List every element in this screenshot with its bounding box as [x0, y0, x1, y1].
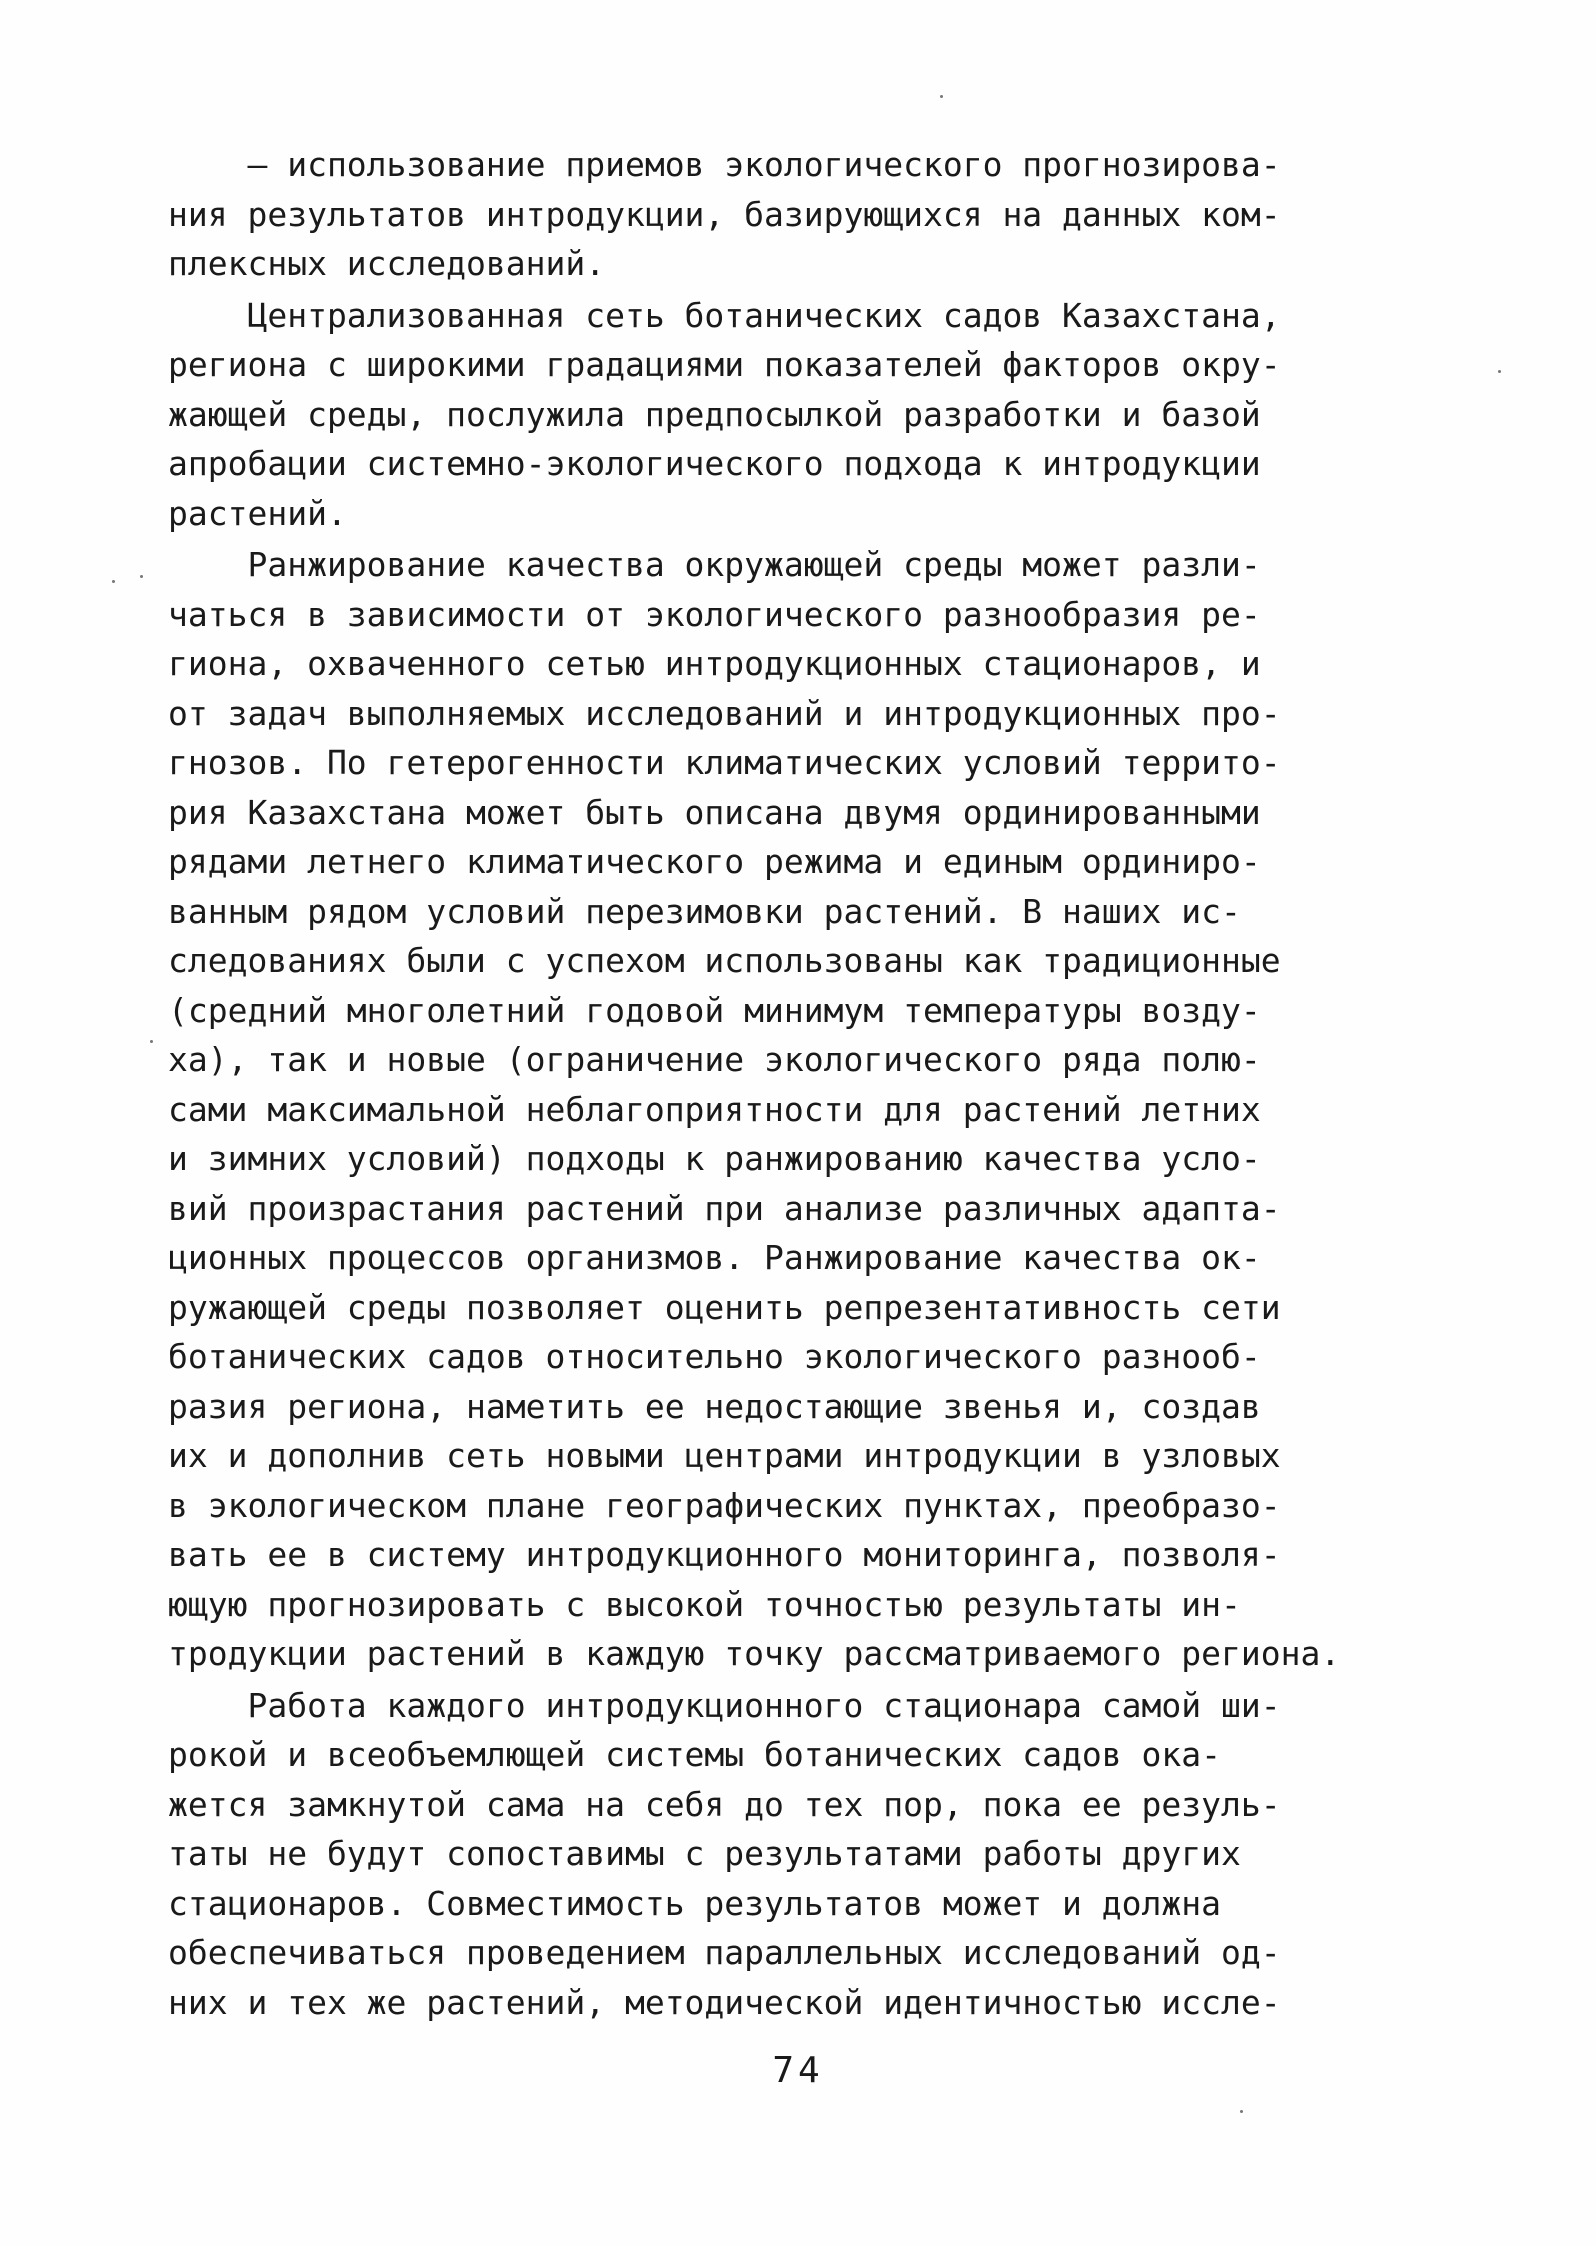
text-line: их и дополнив сеть новыми центрами интродукции в узловых	[168, 1436, 1281, 1475]
text-line: ванным рядом условий перезимовки растений. В наших ис-	[168, 891, 1241, 931]
text-line: ботанических садов относительно экологического разнооб-	[168, 1337, 1261, 1376]
text-line: стационаров. Совместимость результатов может и должна	[168, 1883, 1221, 1923]
text-line: гнозов. По гетерогенности климатических условий террито-	[168, 743, 1281, 782]
text-line: жется замкнутой сама на себя до тех пор, пока ее резуль-	[168, 1784, 1281, 1824]
text-line: ружающей среды позволяет оценить репрезентативность сети	[168, 1287, 1281, 1327]
text-line: сами максимальной неблагоприятности для растений летних	[168, 1089, 1261, 1129]
paragraph-methods	[168, 140, 1478, 289]
text-line: вий произрастания растений при анализе различных адапта-	[168, 1188, 1281, 1228]
scan-speck	[1498, 370, 1501, 373]
text-line: растений.	[168, 493, 347, 533]
text-line: – использование приемов экологического прогнозирова-	[168, 145, 1281, 184]
text-line: таты не будут сопоставимы с результатами работы других	[168, 1834, 1241, 1873]
paragraph-ranking	[168, 540, 1478, 1679]
text-line: рия Казахстана может быть описана двумя ординированными	[168, 792, 1261, 832]
text-line: следованиях были с успехом использованы как традиционные	[168, 941, 1281, 980]
text-line: обеспечиваться проведением параллельных исследований од-	[168, 1933, 1281, 1972]
paragraph-network	[168, 291, 1478, 539]
text-line: разия региона, наметить ее недостающие звенья и, создав	[168, 1386, 1261, 1426]
text-line: плексных исследований.	[168, 244, 606, 283]
scan-speck	[140, 575, 143, 578]
text-line: рядами летнего климатического режима и единым ординиро-	[168, 842, 1261, 881]
text-line: региона с широкими градациями показателей факторов окру-	[168, 345, 1281, 384]
text-line: Ранжирование качества окружающей среды может разли-	[168, 545, 1261, 584]
text-line: ха), так и новые (ограничение экологического ряда полю-	[168, 1040, 1261, 1079]
text-line: гиона, охваченного сетью интродукционных стационаров, и	[168, 644, 1261, 683]
text-line: ния результатов интродукции, базирующихся на данных ком-	[168, 194, 1281, 234]
text-line: ющую прогнозировать с высокой точностью результаты ин-	[168, 1584, 1241, 1624]
scan-speck	[940, 95, 943, 98]
text-line: тродукции растений в каждую точку рассматриваемого региона.	[168, 1634, 1341, 1673]
text-line: апробации системно-экологического подхода к интродукции	[168, 444, 1261, 483]
text-line: них и тех же растений, методической идентичностью иссле-	[168, 1982, 1281, 2022]
text-line: (средний многолетний годовой минимум температуры возду-	[168, 990, 1261, 1030]
body-text	[168, 140, 1478, 2027]
text-line: ционных процессов организмов. Ранжирование качества ок-	[168, 1238, 1261, 1277]
text-line: вать ее в систему интродукционного мониторинга, позволя-	[168, 1535, 1281, 1574]
text-line: рокой и всеобъемлющей системы ботанических садов ока-	[168, 1735, 1221, 1774]
text-line: Централизованная сеть ботанических садов Казахстана,	[168, 295, 1281, 335]
text-line: чаться в зависимости от экологического разнообразия ре-	[168, 594, 1261, 634]
text-line: от задач выполняемых исследований и интродукционных про-	[168, 693, 1281, 733]
text-line: и зимних условий) подходы к ранжированию качества усло-	[168, 1139, 1261, 1178]
scan-speck	[112, 580, 115, 583]
text-line: Работа каждого интродукционного стационара самой ши-	[168, 1685, 1281, 1725]
paragraph-station-work	[168, 1681, 1478, 2028]
scan-speck	[150, 1040, 153, 1043]
scan-speck	[1240, 2110, 1243, 2113]
text-line: жающей среды, послужила предпосылкой разработки и базой	[168, 394, 1261, 434]
text-line: в экологическом плане географических пунктах, преобразо-	[168, 1485, 1281, 1525]
page-number: 74	[772, 2050, 824, 2091]
